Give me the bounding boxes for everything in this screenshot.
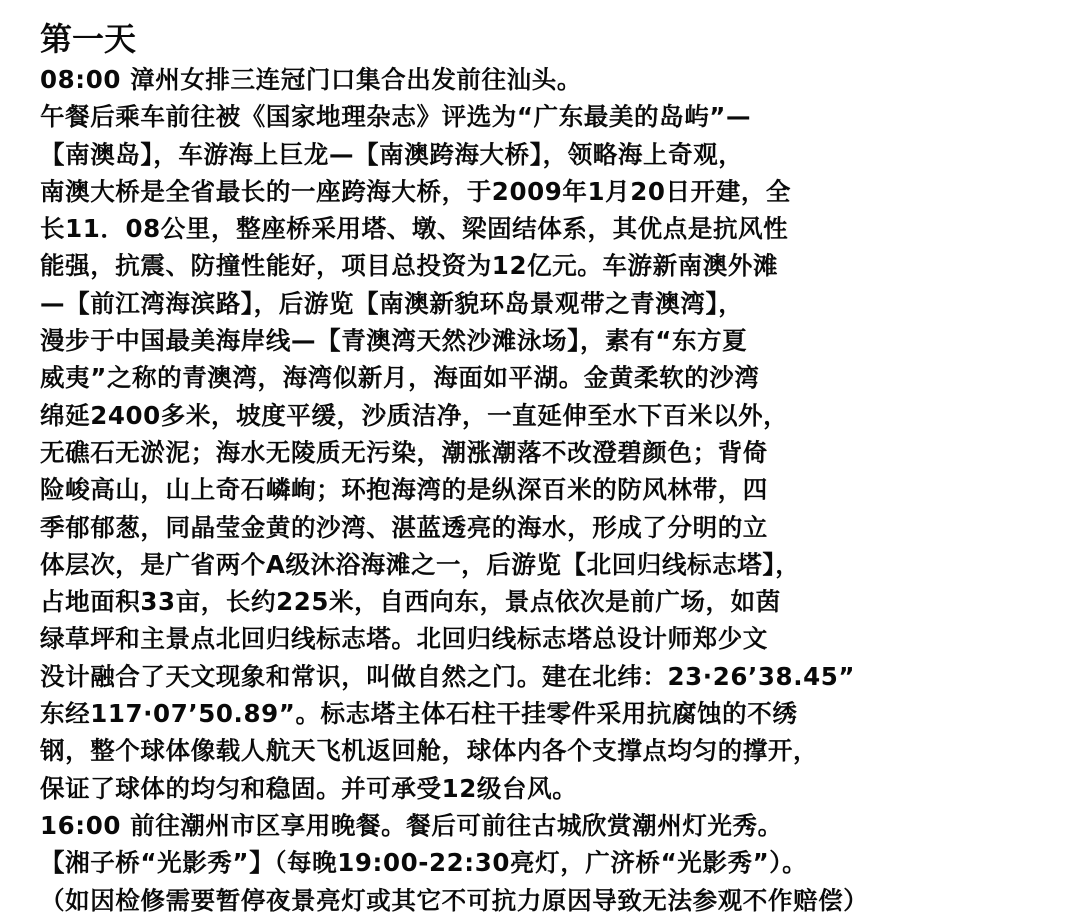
itinerary-document [40,17,1075,919]
text-line: 16:00 前往潮州市区享用晚餐。餐后可前往古城欣赏潮州灯光秀。 [40,810,783,840]
itinerary-body [40,61,1075,919]
text-line: 体层次，是广省两个A级沐浴海滩之一，后游览【北回归线标志塔】， [40,549,801,579]
day-title: 第一天 [40,20,137,58]
text-line: 漫步于中国最美海岸线—【青澳湾天然沙滩泳场】，素有“东方夏 [40,326,748,356]
text-line: 季郁郁葱，同晶莹金黄的沙湾、湛蓝透亮的海水，形成了分明的立 [40,512,768,542]
text-line: 东经117·07’50.89”。标志塔主体石柱干挂零件采用抗腐蚀的不绣 [40,699,798,729]
text-line: 绵延2400多米，坡度平缓，沙质洁净，一直延伸至水下百米以外， [40,400,789,430]
text-line: 险峻高山，山上奇石嶙峋；环抱海湾的是纵深百米的防风林带，四 [40,475,768,505]
text-line: 长11．08公里，整座桥采用塔、墩、梁固结体系，其优点是抗风性 [40,214,789,244]
text-line: 钢，整个球体像载人航天飞机返回舱，球体内各个支撑点均匀的撑开， [40,736,819,766]
text-line: 保证了球体的均匀和稳固。并可承受12级台风。 [40,773,578,803]
text-line: 午餐后乘车前往被《国家地理杂志》评选为“广东最美的岛屿”— [40,102,752,132]
text-line: 绿草坪和主景点北回归线标志塔。北回归线标志塔总设计师郑少文 [40,624,768,654]
text-line: 【湘子桥“光影秀”】（每晚19:00-22:30亮灯，广济桥“光影秀”）。 [40,848,808,878]
text-line: 没计融合了天文现象和常识，叫做自然之门。建在北纬：23·26’38.45” [40,661,856,691]
text-line: 占地面积33亩，长约225米，自西向东，景点依次是前广场，如茵 [40,587,781,617]
text-line: 无礁石无淤泥；海水无陵质无污染，潮涨潮落不改澄碧颜色；背倚 [40,437,768,467]
text-line: 能强，抗震、防撞性能好，项目总投资为12亿元。车游新南澳外滩 [40,251,779,281]
text-line: —【前江湾海滨路】，后游览【南澳新貌环岛景观带之青澳湾】， [40,288,744,318]
text-line: 南澳大桥是全省最长的一座跨海大桥，于2009年1月20日开建，全 [40,176,792,206]
text-line: 【南澳岛】，车游海上巨龙—【南澳跨海大桥】，领略海上奇观， [40,139,744,169]
text-line: 08:00 漳州女排三连冠门口集合出发前往汕头。 [40,65,582,94]
text-line: （如因检修需要暂停夜景亮灯或其它不可抗力原因导致无法参观不作赔偿） [40,885,869,915]
text-line: 威夷”之称的青澳湾，海湾似新月，海面如平湖。金黄柔软的沙湾 [40,363,760,393]
